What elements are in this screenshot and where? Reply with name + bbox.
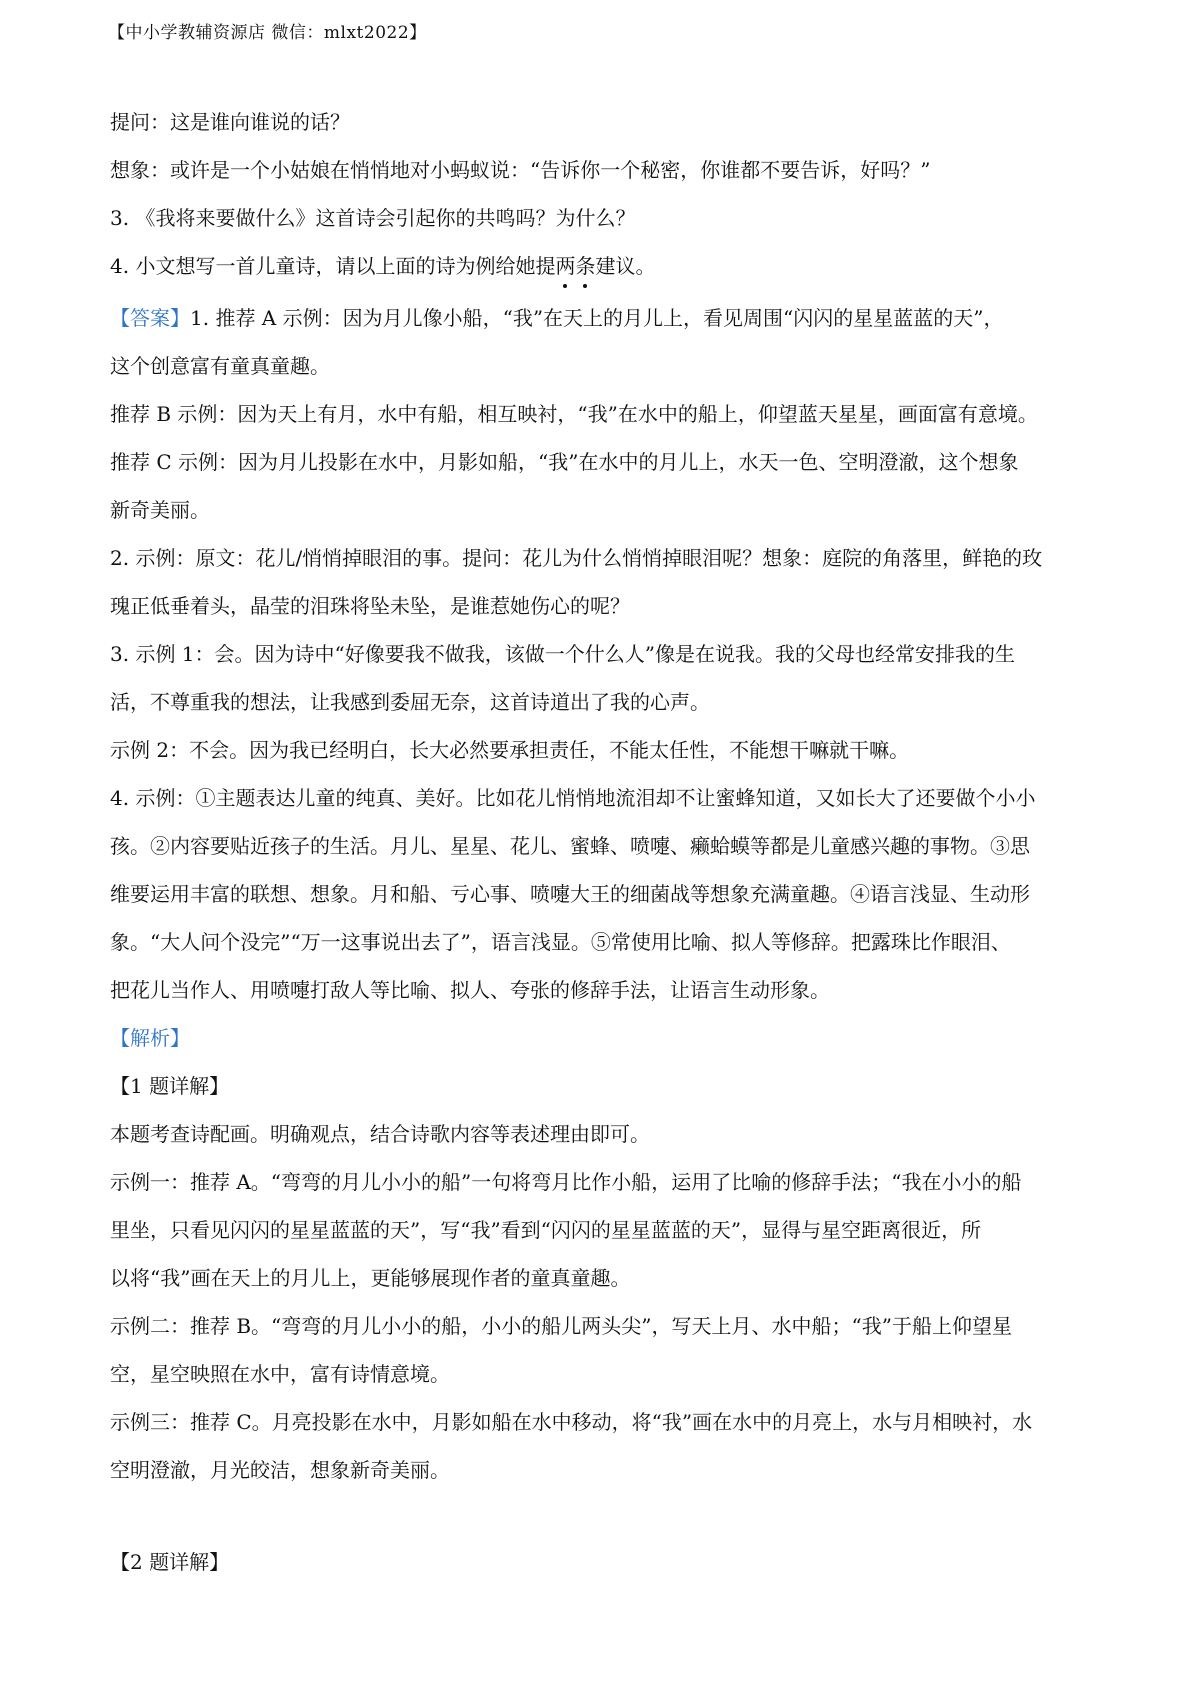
- detail-1-example-2-line-1: 示例二：推荐 B。“弯弯的月儿小小的船，小小的船儿两头尖”，写天上月、水中船；“我”于船上仰望星: [110, 1314, 1012, 1338]
- answer-1-c-line-2: 新奇美丽。: [110, 498, 210, 522]
- answer-3-line-1: 3. 示例 1：会。因为诗中“好像要我不做我，该做一个什么人”像是在说我。我的父母也经常安排我的生: [110, 642, 1015, 666]
- detail-1-example-3-line-1: 示例三：推荐 C。月亮投影在水中，月影如船在水中移动，将“我”画在水中的月亮上，水与月相映衬，水: [110, 1410, 1033, 1434]
- detail-2-title: 【2 题详解】: [110, 1550, 230, 1574]
- answer-label: 【答案】: [110, 306, 190, 330]
- answer-2-line-1: 2. 示例：原文：花儿/悄悄掉眼泪的事。提问：花儿为什么悄悄掉眼泪呢？想象：庭院的角落里，鲜艳的玫: [110, 546, 1043, 570]
- answer-1-b: 推荐 B 示例：因为天上有月，水中有船，相互映衬，“我”在水中的船上，仰望蓝天星星，画面富有意境。: [110, 402, 1038, 426]
- answer-2-line-2: 瑰正低垂着头，晶莹的泪珠将坠未坠，是谁惹她伤心的呢？: [110, 594, 630, 618]
- question-ask-line: 提问：这是谁向谁说的话？: [110, 110, 350, 134]
- question-3: 3. 《我将来要做什么》这首诗会引起你的共鸣吗？为什么？: [110, 206, 636, 230]
- detail-1-example-1-line-2: 里坐，只看见闪闪的星星蓝蓝的天”，写“我”看到“闪闪的星星蓝蓝的天”，显得与星空距离很近，所: [110, 1218, 982, 1242]
- emphasis-char: 条: [575, 242, 595, 290]
- answer-4-line-5: 把花儿当作人、用喷嚏打敌人等比喻、拟人、夸张的修辞手法，让语言生动形象。: [110, 978, 830, 1002]
- detail-1-example-3-line-2: 空明澄澈，月光皎洁，想象新奇美丽。: [110, 1458, 450, 1482]
- answer-3-line-2: 活，不尊重我的想法，让我感到委屈无奈，这首诗道出了我的心声。: [110, 690, 710, 714]
- detail-1-example-2-line-2: 空，星空映照在水中，富有诗情意境。: [110, 1362, 450, 1386]
- answer-1-line-2: 这个创意富有童真童趣。: [110, 354, 330, 378]
- question-4: [110, 242, 1105, 290]
- question-4-text-end: 建议。: [595, 254, 656, 278]
- question-imagine-line: 想象：或许是一个小姑娘在悄悄地对小蚂蚁说：“告诉你一个秘密，你谁都不要告诉，好吗？”: [110, 158, 931, 182]
- emphasis-char: 两: [555, 242, 575, 290]
- answer-3-line-3: 示例 2：不会。因为我已经明白，长大必然要承担责任，不能太任性，不能想干嘛就干嘛。: [110, 738, 910, 762]
- answer-4-line-4: 象。“大人问个没完”“万一这事说出去了”，语言浅显。⑤常使用比喻、拟人等修辞。把露珠比作眼泪、: [110, 930, 1011, 954]
- answer-1-text: 1. 推荐 A 示例：因为月儿像小船，“我”在天上的月儿上，看见周围“闪闪的星星蓝蓝的天”，: [190, 306, 1004, 330]
- question-4-text: 4. 小文想写一首儿童诗，请以上面的诗为例给她提: [110, 254, 556, 278]
- answer-4-line-2: 孩。②内容要贴近孩子的生活。月儿、星星、花儿、蜜蜂、喷嚏、癞蛤蟆等都是儿童感兴趣的事物。③思: [110, 834, 1030, 858]
- spacer: [110, 1494, 1105, 1538]
- detail-1-example-1-line-3: 以将“我”画在天上的月儿上，更能够展现作者的童真童趣。: [110, 1266, 631, 1290]
- page-header-watermark: 【中小学教辅资源店 微信：mlxt2022】: [108, 23, 427, 43]
- answer-4-line-1: 4. 示例：①主题表达儿童的纯真、美好。比如花儿悄悄地流泪却不让蜜蜂知道，又如长大了还要做个小小: [110, 786, 1036, 810]
- answer-1-c-line-1: 推荐 C 示例：因为月儿投影在水中，月影如船，“我”在水中的月儿上，水天一色、空明澄澈，这个想象: [110, 450, 1019, 474]
- analysis-label: 【解析】: [110, 1026, 190, 1050]
- answer-1-line-1: [110, 294, 1105, 342]
- detail-1-title: 【1 题详解】: [110, 1074, 230, 1098]
- detail-1-example-1-line-1: 示例一：推荐 A。“弯弯的月儿小小的船”一句将弯月比作小船，运用了比喻的修辞手法；“我在小小的船: [110, 1170, 1022, 1194]
- document-body: [110, 98, 1105, 1586]
- answer-4-line-3: 维要运用丰富的联想、想象。月和船、亏心事、喷嚏大王的细菌战等想象充满童趣。④语言浅显、生动形: [110, 882, 1030, 906]
- detail-1-intro: 本题考查诗配画。明确观点，结合诗歌内容等表述理由即可。: [110, 1122, 650, 1146]
